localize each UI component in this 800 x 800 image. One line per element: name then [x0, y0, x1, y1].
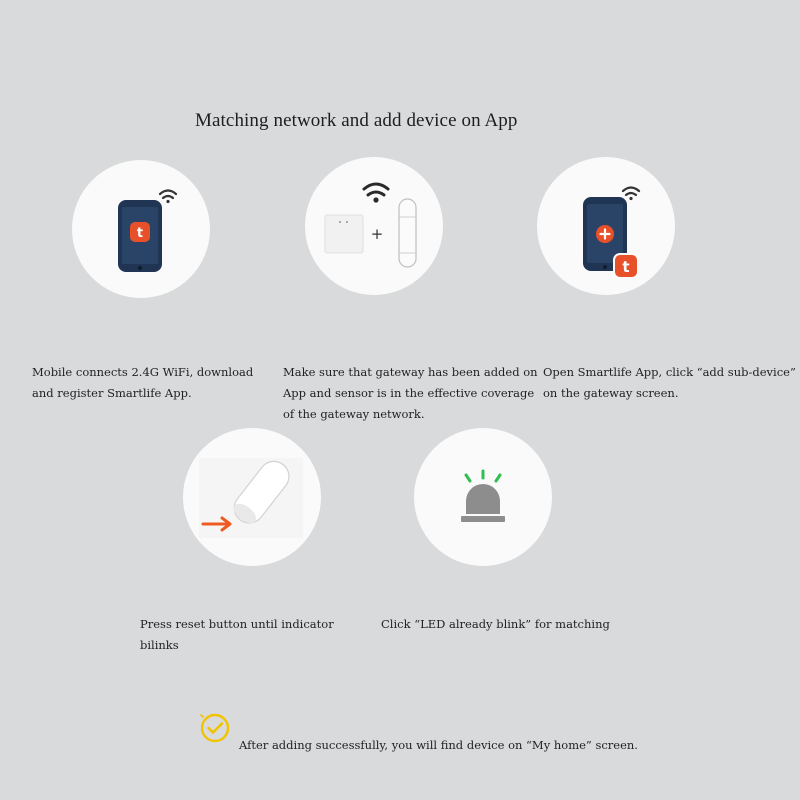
phone-add-tuya-icon: [537, 157, 675, 295]
step3-circle: [537, 157, 675, 295]
blinking-beacon-icon: [414, 428, 552, 566]
checkmark-badge-icon: [196, 709, 236, 749]
svg-text:t: t: [622, 258, 630, 276]
step1-circle: [72, 160, 210, 298]
phone-wifi-tuya-icon: [72, 160, 210, 298]
gateway-plus-sensor-icon: [305, 157, 443, 295]
step5-caption: Click “LED already blink” for matching: [381, 617, 610, 631]
step2-caption: Make sure that gateway has been added on App and sensor is in the effective coverage of the gateway network.: [283, 365, 538, 421]
step2-circle: [305, 157, 443, 295]
step4-circle: [183, 428, 321, 566]
step3-caption: Open Smartlife App, click “add sub-device” on the gateway screen.: [543, 365, 796, 400]
page-title: Matching network and add device on App: [195, 110, 518, 131]
step5-circle: [414, 428, 552, 566]
sensor-reset-arrow-icon: [183, 428, 321, 566]
step1-caption: Mobile connects 2.4G WiFi, download and register Smartlife App.: [32, 365, 254, 400]
step4-caption: Press reset button until indicator bilinks: [140, 617, 334, 652]
svg-text:t: t: [136, 226, 144, 241]
footer-text: After adding successfully, you will find device on “My home” screen.: [239, 738, 638, 752]
svg-text:+: +: [370, 225, 384, 243]
